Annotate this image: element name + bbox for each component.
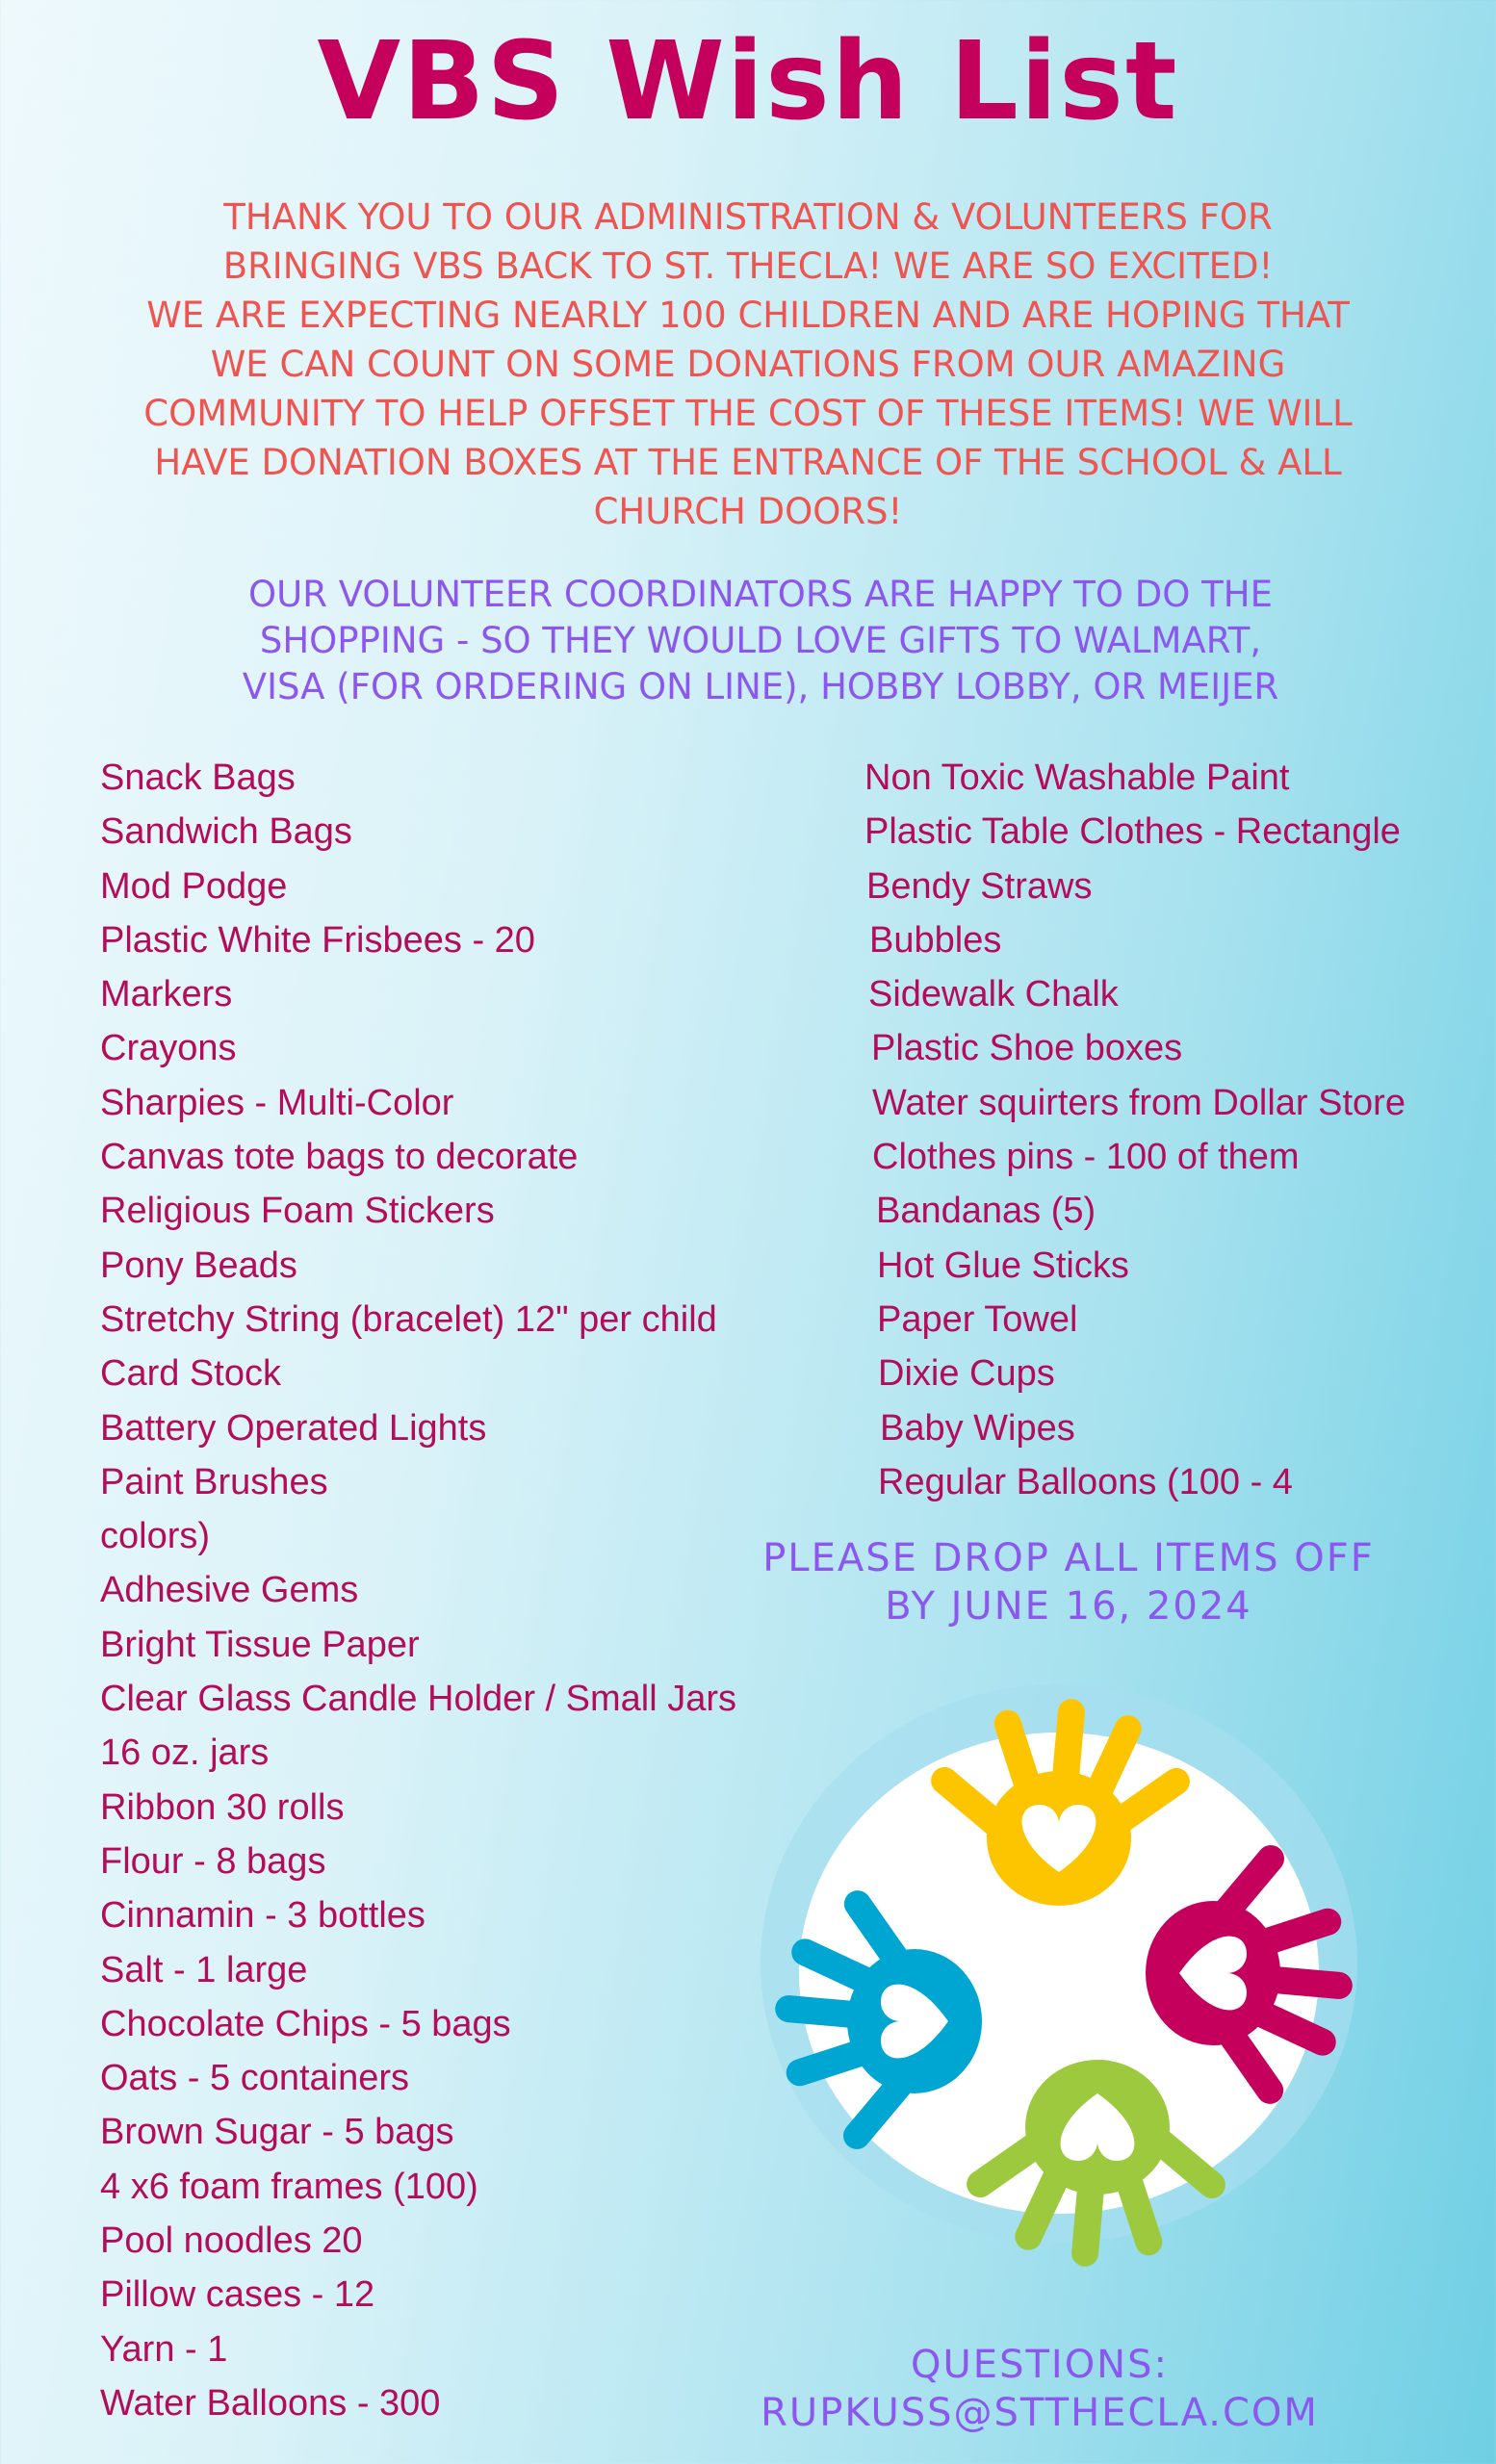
wish-list-item: Canvas tote bags to decorate [100, 1137, 579, 1178]
intro-line: WE ARE EXPECTING NEARLY 100 CHILDREN AND ARE HOPING THAT [146, 295, 1350, 336]
intro-line: CHURCH DOORS! [593, 491, 903, 532]
wish-list-item: Plastic White Frisbees - 20 [100, 919, 535, 961]
wish-list-item: Clothes pins - 100 of them [872, 1137, 1300, 1178]
wish-list-item: Water squirters from Dollar Store [872, 1082, 1406, 1123]
wish-list-right [864, 751, 1406, 1509]
wish-list-item: Bandanas (5) [876, 1191, 1096, 1232]
wish-list-item: Salt - 1 large [100, 1949, 308, 1990]
page-title: VBS Wish List [317, 19, 1179, 144]
intro-line: THANK YOU TO OUR ADMINISTRATION & VOLUNTEERS FOR [223, 196, 1273, 238]
wish-list-item: Flour - 8 bags [100, 1840, 326, 1882]
wish-list-item: Regular Balloons (100 - 4 [878, 1461, 1293, 1502]
wish-list-item: Paper Towel [877, 1298, 1078, 1340]
wish-list-item: 4 x6 foam frames (100) [100, 2166, 478, 2207]
wish-list-item: Bright Tissue Paper [100, 1624, 420, 1665]
hands-circle-illustration [732, 1636, 1386, 2291]
shopping-line: SHOPPING - SO THEY WOULD LOVE GIFTS TO WALMART, [259, 620, 1262, 661]
intro-line: BRINGING VBS BACK TO ST. THECLA! WE ARE SO EXCITED! [222, 245, 1274, 287]
wish-list-item: Baby Wipes [880, 1407, 1075, 1449]
shopping-message [77, 572, 1444, 710]
wish-list-item: Hot Glue Sticks [877, 1245, 1129, 1286]
wish-list-item: Pillow cases - 12 [100, 2274, 375, 2316]
wish-list-item: Snack Bags [100, 757, 296, 798]
questions-label: QUESTIONS: [911, 2343, 1169, 2387]
drop-off-notice [635, 1534, 1496, 1630]
questions-contact [674, 2341, 1406, 2437]
shopping-line: VISA (FOR ORDERING ON LINE), HOBBY LOBBY, OR MEIJER [242, 666, 1279, 707]
wish-list-item: Yarn - 1 [100, 2328, 228, 2370]
wish-list-item: Battery Operated Lights [100, 1407, 487, 1449]
wish-list-item: Ribbon 30 rolls [100, 1786, 345, 1828]
wish-list-item: Paint Brushes [100, 1461, 328, 1502]
wish-list-item: Sidewalk Chalk [868, 974, 1119, 1015]
intro-line: COMMUNITY TO HELP OFFSET THE COST OF THESE ITEMS! WE WILL [143, 393, 1353, 434]
contact-email[interactable]: RUPKUSS@STTHECLA.COM [761, 2391, 1319, 2435]
intro-message [0, 192, 1496, 536]
shopping-line: OUR VOLUNTEER COORDINATORS ARE HAPPY TO DO THE [248, 574, 1273, 615]
wish-list-item: Chocolate Chips - 5 bags [100, 2003, 511, 2044]
wish-list-item: Dixie Cups [878, 1353, 1055, 1395]
drop-off-line: PLEASE DROP ALL ITEMS OFF [762, 1536, 1375, 1580]
wish-list-item: Plastic Shoe boxes [871, 1028, 1183, 1069]
wish-list-item: colors) [100, 1516, 211, 1557]
wish-list-item: Card Stock [100, 1353, 281, 1395]
wish-list-item: Stretchy String (bracelet) 12" per child [100, 1298, 717, 1340]
drop-off-line: BY JUNE 16, 2024 [885, 1584, 1252, 1629]
wish-list-item: Sharpies - Multi-Color [100, 1082, 454, 1123]
wish-list-item: Pony Beads [100, 1245, 297, 1286]
wish-list-item: Bubbles [869, 919, 1002, 961]
wish-list-item: Bendy Straws [866, 865, 1093, 907]
wish-list-item: Clear Glass Candle Holder / Small Jars [100, 1679, 737, 1720]
wish-list-item: Sandwich Bags [100, 811, 352, 853]
wish-list-item: Non Toxic Washable Paint [864, 757, 1290, 798]
wish-list-item: Crayons [100, 1028, 237, 1069]
wish-list-item: 16 oz. jars [100, 1732, 270, 1774]
wish-list-item: Markers [100, 974, 233, 1015]
wish-list-item: Mod Podge [100, 865, 288, 907]
wish-list-item: Water Balloons - 300 [100, 2382, 441, 2424]
wish-list-item: Brown Sugar - 5 bags [100, 2112, 454, 2153]
wish-list-item: Oats - 5 containers [100, 2058, 410, 2099]
wish-list-item: Cinnamin - 3 bottles [100, 1895, 426, 1937]
wish-list-item: Plastic Table Clothes - Rectangle [864, 811, 1401, 853]
intro-line: HAVE DONATION BOXES AT THE ENTRANCE OF THE SCHOOL & ALL [154, 442, 1342, 483]
wish-list-item: Religious Foam Stickers [100, 1191, 495, 1232]
wish-list-item: Adhesive Gems [100, 1570, 359, 1611]
wish-list-item: Pool noodles 20 [100, 2220, 363, 2262]
intro-line: WE CAN COUNT ON SOME DONATIONS FROM OUR AMAZING [210, 344, 1286, 385]
